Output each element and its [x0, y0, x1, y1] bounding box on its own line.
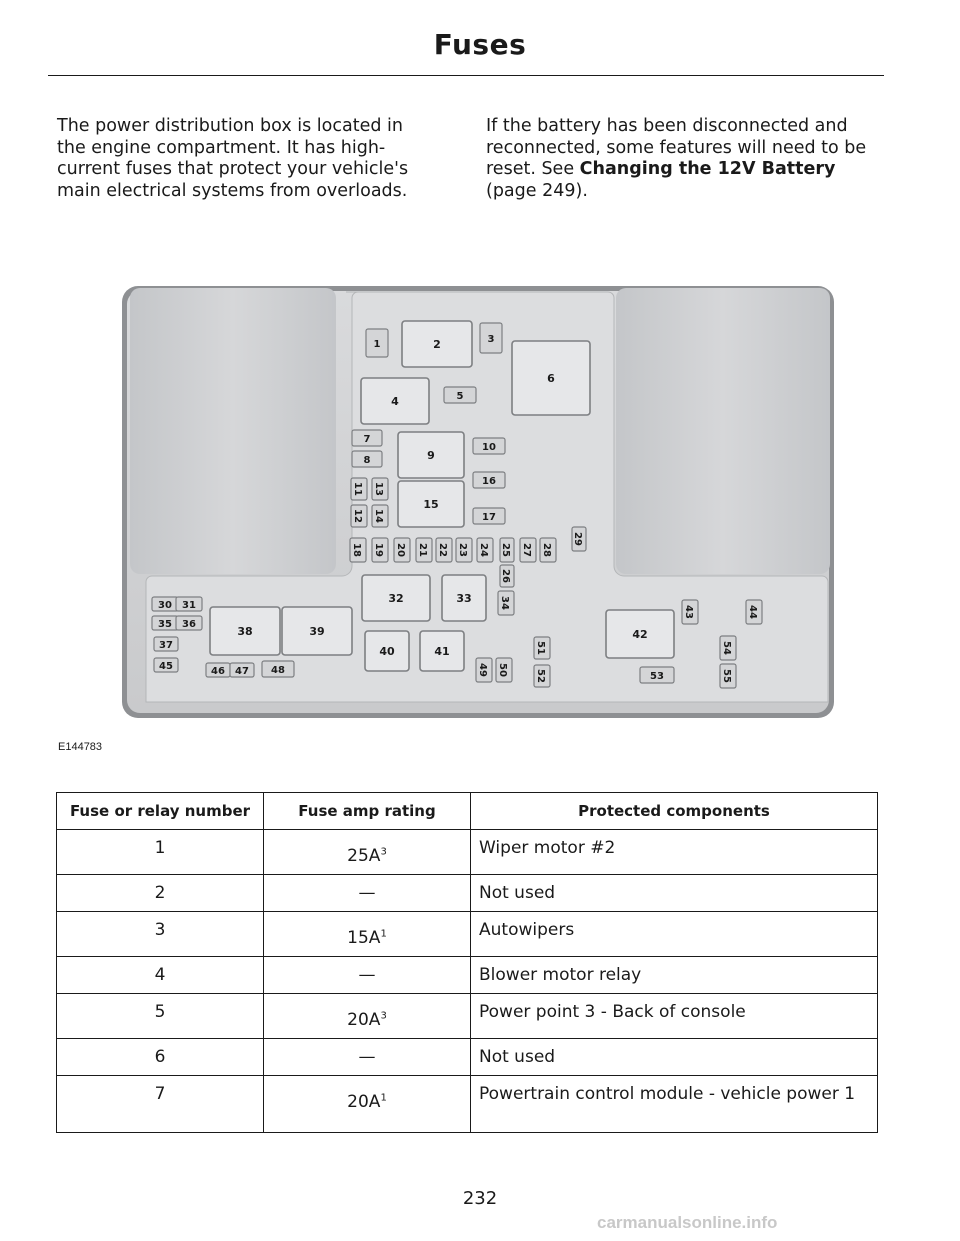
fuse-label: 46 [211, 666, 225, 677]
protected-component: Wiper motor #2 [471, 830, 878, 875]
fuse-label: 5 [456, 391, 464, 402]
fuse-number: 3 [57, 912, 264, 957]
protected-component: Not used [471, 875, 878, 912]
table-row [57, 1039, 878, 1076]
fuse-slot-5 [444, 387, 476, 403]
fuse-label: 10 [482, 442, 496, 453]
fuse-label: 48 [271, 665, 285, 676]
fuse-slot-31 [176, 597, 202, 611]
fuse-label: 9 [427, 449, 435, 462]
fuse-label: 42 [632, 628, 648, 641]
protected-component: Autowipers [471, 912, 878, 957]
amp-rating: — [264, 957, 471, 994]
intro-paragraph-right [486, 116, 891, 202]
fuse-slot-25 [500, 538, 514, 562]
fuse-slot-35 [152, 616, 178, 630]
fuse-label: 33 [456, 592, 472, 605]
fuse-label: 36 [182, 619, 196, 630]
fuse-label: 29 [572, 532, 583, 546]
watermark: carmanualsonline.info [597, 1213, 778, 1232]
left-cover-panel [130, 288, 336, 574]
fuse-slot-22 [436, 538, 452, 562]
fuse-label: 44 [747, 605, 758, 619]
fuse-label: 38 [237, 625, 253, 638]
protected-component: Powertrain control module - vehicle power 1 [471, 1076, 878, 1133]
fuse-slot-50 [496, 658, 512, 682]
fuse-slot-47 [230, 663, 254, 677]
fuse-label: 30 [158, 600, 172, 611]
fuse-slot-36 [176, 616, 202, 630]
fuse-label: 27 [521, 543, 532, 557]
fuse-slot-6 [512, 341, 590, 415]
fuse-slot-32 [362, 575, 430, 621]
fuse-slot-20 [394, 538, 410, 562]
fuse-label: 19 [373, 543, 384, 557]
table-row [57, 1076, 878, 1133]
fuse-box-diagram [120, 284, 836, 720]
fuse-slot-26 [500, 565, 514, 587]
intro-right-page-ref: (page 249). [486, 180, 588, 201]
fuse-slot-17 [473, 508, 505, 524]
table-row [57, 994, 878, 1039]
protected-component: Blower motor relay [471, 957, 878, 994]
fuse-label: 15 [423, 498, 439, 511]
fuse-slot-2 [402, 321, 472, 367]
fuse-slot-24 [477, 538, 493, 562]
fuse-number: 1 [57, 830, 264, 875]
footnote-ref: 1 [380, 1092, 387, 1104]
fuse-slot-37 [154, 637, 178, 651]
fuse-label: 23 [457, 543, 468, 557]
fuse-label: 41 [434, 645, 450, 658]
fuse-slot-54 [720, 636, 736, 660]
footnote-ref: 3 [380, 1010, 387, 1022]
fuse-slot-10 [473, 438, 505, 454]
fuse-slot-52 [534, 665, 550, 687]
footnote-ref: 1 [380, 928, 387, 940]
fuse-label: 6 [547, 372, 555, 385]
table-row [57, 875, 878, 912]
fuse-label: 39 [309, 625, 325, 638]
fuse-label: 37 [159, 640, 173, 651]
page-number: 232 [462, 1188, 498, 1209]
fuse-label: 35 [158, 619, 172, 630]
fuse-number: 5 [57, 994, 264, 1039]
fuse-label: 4 [391, 395, 399, 408]
fuse-slot-18 [350, 538, 366, 562]
fuse-label: 49 [477, 663, 488, 677]
fuse-label: 25 [500, 543, 511, 557]
fuse-slot-28 [540, 538, 556, 562]
fuse-number: 2 [57, 875, 264, 912]
fuse-label: 32 [388, 592, 404, 605]
fuse-slot-3 [480, 323, 502, 353]
fuse-label: 40 [379, 645, 395, 658]
amp-rating: — [264, 875, 471, 912]
fuse-number: 4 [57, 957, 264, 994]
fuse-label: 1 [373, 339, 381, 350]
fuse-slot-40 [365, 631, 409, 671]
fuse-slot-30 [152, 597, 178, 611]
fuse-slot-16 [473, 472, 505, 488]
fuse-label: 12 [352, 509, 363, 523]
fuse-number: 7 [57, 1076, 264, 1133]
amp-rating: — [264, 1039, 471, 1076]
fuse-slot-8 [352, 451, 382, 467]
fuse-label: 34 [499, 596, 510, 610]
footnote-ref: 3 [380, 846, 387, 858]
fuse-slot-41 [420, 631, 464, 671]
fuse-label: 26 [500, 569, 511, 583]
amp-rating: $20A^3$ [264, 994, 471, 1039]
fuse-label: 16 [482, 476, 496, 487]
fuse-table [56, 792, 878, 1133]
amp-rating: $25A^3$ [264, 830, 471, 875]
fuse-slot-46 [206, 663, 230, 677]
fuse-slot-45 [154, 658, 178, 672]
fuse-label: 55 [721, 669, 732, 683]
fuse-slot-42 [606, 610, 674, 658]
fuse-label: 28 [541, 543, 552, 557]
fuse-label: 13 [373, 482, 384, 496]
fuse-label: 31 [182, 600, 196, 611]
table-header-row [57, 793, 878, 830]
fuse-label: 8 [363, 455, 371, 466]
intro-right-text: If the battery has been disconnected and reconnected, some features will need to be reset. See [486, 116, 867, 179]
fuse-label: 52 [535, 669, 546, 683]
table-row [57, 957, 878, 994]
fuse-label: 43 [683, 605, 694, 619]
fuse-slot-53 [640, 667, 674, 683]
fuse-label: 53 [650, 671, 664, 682]
fuse-slot-49 [476, 658, 492, 682]
battery-link[interactable]: Changing the 12V Battery [579, 159, 836, 179]
fuse-label: 47 [235, 666, 249, 677]
fuse-slot-12 [351, 505, 367, 527]
fuse-label: 7 [363, 434, 371, 445]
fuse-slot-55 [720, 664, 736, 688]
fuse-label: 50 [497, 663, 508, 677]
fuse-label: 18 [351, 543, 362, 557]
fuse-label: 3 [487, 334, 495, 345]
fuse-slot-51 [534, 637, 550, 659]
fuse-slot-11 [351, 478, 367, 500]
fuse-label: 17 [482, 512, 496, 523]
fuse-slot-19 [372, 538, 388, 562]
fuse-slot-14 [372, 505, 388, 527]
protected-component: Power point 3 - Back of console [471, 994, 878, 1039]
fuse-slot-4 [361, 378, 429, 424]
amp-rating: $20A^1$ [264, 1076, 471, 1133]
fuse-slot-7 [352, 430, 382, 446]
fuse-label: 11 [352, 482, 363, 496]
protected-component: Not used [471, 1039, 878, 1076]
fuse-slot-21 [416, 538, 432, 562]
fuse-slot-33 [442, 575, 486, 621]
fuse-label: 20 [395, 543, 406, 557]
amp-rating: $15A^1$ [264, 912, 471, 957]
fuse-label: 22 [437, 543, 448, 557]
fuse-label: 54 [721, 641, 732, 655]
header-fuse-number: Fuse or relay number [57, 793, 264, 830]
fuse-slot-27 [520, 538, 536, 562]
fuse-label: 24 [478, 543, 489, 557]
fuse-slot-29 [572, 527, 586, 551]
fuse-slot-44 [746, 600, 762, 624]
header-amp-rating: Fuse amp rating [264, 793, 471, 830]
fuse-label: 14 [373, 509, 384, 523]
fuse-slot-1 [366, 329, 388, 357]
fuse-slot-9 [398, 432, 464, 478]
page-title: Fuses [433, 28, 527, 61]
fuse-label: 51 [535, 641, 546, 655]
table-row [57, 912, 878, 957]
fuse-slot-15 [398, 481, 464, 527]
intro-paragraph-left: The power distribution box is located in the engine compartment. It has high-current fuses that protect your vehicle's main electrical systems from overloads. [57, 116, 409, 201]
fuse-slot-38 [210, 607, 280, 655]
fuse-slot-43 [682, 600, 698, 624]
fuse-slot-48 [262, 661, 294, 677]
fuse-slot-34 [498, 591, 514, 615]
fuse-number: 6 [57, 1039, 264, 1076]
right-cover-panel [616, 288, 830, 574]
fuse-slot-39 [282, 607, 352, 655]
fuse-label: 2 [433, 338, 441, 351]
table-row [57, 830, 878, 875]
fuse-label: 21 [417, 543, 428, 557]
figure-id: E144783 [58, 741, 103, 753]
fuse-slot-13 [372, 478, 388, 500]
fuse-label: 45 [159, 661, 173, 672]
title-divider [48, 75, 884, 76]
fuse-slot-23 [456, 538, 472, 562]
header-protected-components: Protected components [471, 793, 878, 830]
